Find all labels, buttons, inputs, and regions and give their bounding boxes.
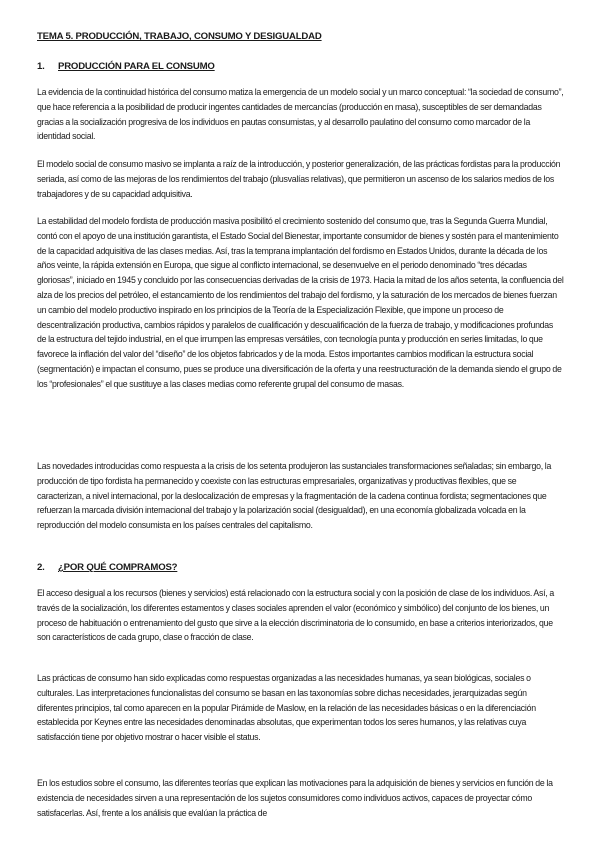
document-title: TEMA 5. PRODUCCIÓN, TRABAJO, CONSUMO Y DESIGUALDAD <box>37 31 322 42</box>
section-heading-2 <box>37 562 177 573</box>
paragraph: El acceso desigual a los recursos (bienes y servicios) está relacionado con la estructura social y con la posición de clase de los individuos. Así, a través de la socialización, los diferentes estamentos y clases sociales aprenden el valor (económico y simbólico) del conjunto de los bienes, un proceso de habituación o entrenamiento del gusto que sirve a la elección discriminatoria de lo consumido, en base a criterios interiorizados, que son característicos de cada grupo, clase o fracción de clase. <box>37 588 554 643</box>
paragraph: En los estudios sobre el consumo, las diferentes teorías que explican las motivaciones para la adquisición de bienes y servicios en función de la existencia de necesidades sirven a una representación de los sujetos consumidores como individuos activos, capaces de proyectar cómo satisfacerlas. Así, frente a los análisis que evalúan la práctica de <box>37 778 553 818</box>
paragraph: La evidencia de la continuidad histórica del consumo matiza la emergencia de un modelo social y un marco conceptual: “la sociedad de consumo”, que hace referencia a la posibilidad de producir ingentes cantidades de mercancías (producción en masa), susceptibles de ser demandadas gracias a la socialización progresiva de los individuos en pautas consumistas, y al desarrollo paulatino del consumo como marcador de la identidad social. <box>37 87 564 142</box>
section-heading-1 <box>37 61 215 72</box>
section-number: 1. <box>37 61 45 72</box>
section-number: 2. <box>37 562 45 573</box>
section-title: PRODUCCIÓN PARA EL CONSUMO <box>58 61 215 72</box>
paragraph: La estabilidad del modelo fordista de producción masiva posibilitó el crecimiento sostenido del consumo que, tras la Segunda Guerra Mundial, contó con el apoyo de una institución garantista, el Estado Social del Bienestar, importante consumidor de bienes y sostén para el mantenimiento de la capacidad adquisitiva de las clases medias. Así, tras la temprana implantación del fordismo en Estados Unidos, durante la década de los años veinte, la rápida extensión en Europa, que sigue al conflicto internacional, se desenvuelve en el periodo denominado “tres décadas gloriosas”, iniciado en 1945 y concluido por las consecuencias derivadas de la crisis de 1973. Hacia la mitad de los años setenta, la confluencia del alza de los precios del petróleo, el estancamiento de los rendimientos del trabajo del fordismo, y la saturación de los mercados de bienes fuerzan un cambio del modelo productivo inspirado en los principios de la Teoría de la Especialización Flexible, que impone un proceso de descentralización productiva, cambios rápidos y paralelos de cualificación y descualificación de la fuerza de trabajo, y modificaciones profundas de la estructura del tejido industrial, en el que irrumpen las empresas versátiles, con tecnología punta y producción en series limitadas, lo que favorece la inflación del valor del “diseño” de los objetos fabricados y de la moda. Estos importantes cambios modifican la estructura social (segmentación) e impactan el consumo, pues se produce una diversificación de la oferta y una reestructuración de la demanda siendo el grupo de los “profesionales” el que sustituye a las clases medias como referente grupal del consumo de masas. <box>37 216 564 389</box>
paragraph: Las novedades introducidas como respuesta a la crisis de los setenta produjeron las sustanciales transformaciones señaladas; sin embargo, la producción de tipo fordista ha permanecido y coexiste con las estructuras empresariales, organizativas y productivas flexibles, que se caracterizan, a nivel internacional, por la deslocalización de empresas y la fragmentación de la cadena continua fordista; segmentaciones que refuerzan la marcada división internacional del trabajo y la polarización social (desigualdad), en una economía globalizada volcada en la reproducción del modelo consumista en los países centrales del capitalismo. <box>37 461 552 531</box>
section-title: ¿POR QUÉ COMPRAMOS? <box>58 562 178 573</box>
paragraph: El modelo social de consumo masivo se implanta a raíz de la introducción, y posterior generalización, de las prácticas fordistas para la producción seriada, así como de las mejoras de los rendimientos del trabajo (plusvalías relativas), que permitieron un ascenso de los salarios medios de los trabajadores y de su capacidad adquisitiva. <box>37 159 561 199</box>
paragraph: Las prácticas de consumo han sido explicadas como respuestas organizadas a las necesidades humanas, ya sean biológicas, sociales o culturales. Las interpretaciones funcionalistas del consumo se basan en las taxonomías sobre dichas necesidades, jerarquizadas según diferentes principios, tal como aparecen en la popular Pirámide de Maslow, en la relación de las necesidades básicas o en la diferenciación establecida por Keynes entre las necesidades denominadas absolutas, que experimentan todos los seres humanos, y las relativas cuya satisfacción tiene por objetivo mostrar o hacer visible el status. <box>37 673 536 743</box>
